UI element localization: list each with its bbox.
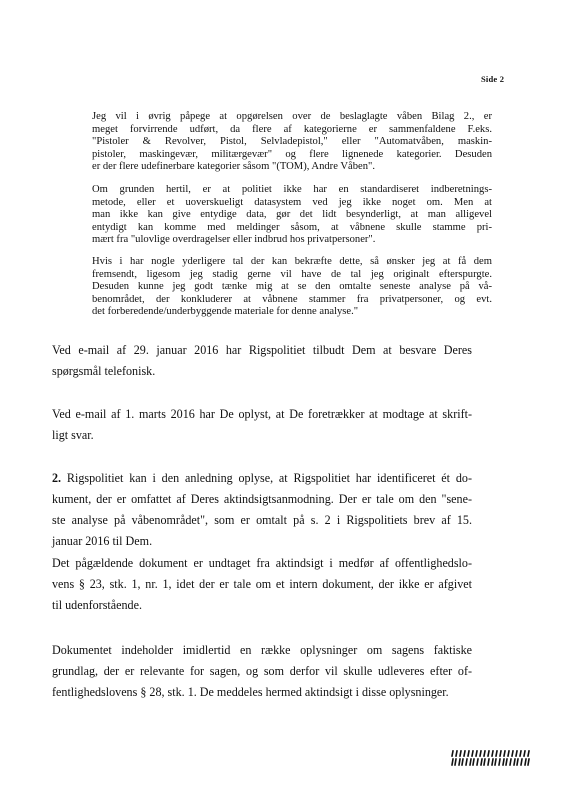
body-paragraph-2 — [52, 404, 472, 446]
text-line: Det pågældende dokument er undtaget fra aktindsigt i medfør af offentlighedslo- — [52, 556, 472, 570]
text-line: spørgsmål telefonisk. — [52, 364, 156, 378]
text-line: januar 2016 til Dem. — [52, 534, 153, 548]
text-line: Ved e-mail af 1. marts 2016 har De oplyst, at De foretrækker at modtage at skrift- — [52, 407, 472, 421]
text-line: ste analyse på våbenområdet", som er omtalt på s. 2 i Rigspolitiets brev af 15. — [52, 513, 472, 527]
text-line: benområdet, der konkluderer at våbnene stammer fra privatpersoner, og evt. — [92, 293, 492, 305]
text-line: "Pistoler & Revolver, Pistol, Selvladepistol," eller "Automatvåben, maskin- — [92, 136, 492, 148]
text-line — [52, 468, 472, 489]
body-paragraph-1 — [52, 340, 472, 382]
text-line: Desuden kunne jeg godt tænke mig at se den omtalte seneste analyse på vå- — [92, 281, 492, 293]
body-paragraph-5 — [52, 640, 472, 703]
quoted-paragraph-1 — [92, 111, 492, 174]
text-line: ligt svar. — [52, 428, 94, 442]
text-line: man ikke kan give entydige data, gør det lidt besynderligt, at man alligevel — [92, 209, 492, 221]
quoted-paragraph-2 — [92, 184, 492, 247]
text-line: Om grunden hertil, er at politiet ikke har en standardiseret indberetnings- — [92, 184, 492, 195]
text-line: Hvis i har nogle yderligere tal der kan bekræfte dette, så ønsker jeg at få dem — [92, 256, 492, 267]
section-number: 2. — [52, 471, 62, 485]
text-line: fremsendt, ligesom jeg stadig gerne vil have de tal jeg originalt efterspurgte. — [92, 268, 492, 280]
body-paragraph-3 — [52, 468, 472, 552]
text-line: Jeg vil i øvrig påpege at opgørelsen over de beslaglagte våben Bilag 2., er — [92, 111, 492, 122]
text-line: Ved e-mail af 29. januar 2016 har Rigspolitiet tilbudt Dem at besvare Deres — [52, 343, 472, 357]
quoted-paragraph-3 — [92, 256, 492, 319]
text-line: meget forvirrende udført, da flere af kategorierne er sammenfaldene F.eks. — [92, 123, 492, 135]
barcode-icon — [451, 750, 531, 766]
text-line: vens § 23, stk. 1, nr. 1, idet der er tale om et intern dokument, der ikke er afgivet — [52, 577, 472, 591]
page-number: Side 2 — [481, 74, 505, 84]
body-paragraph-4 — [52, 553, 472, 616]
text-line: fentlighedslovens § 28, stk. 1. De meddeles hermed aktindsigt i disse oplysninger. — [52, 685, 449, 699]
text-line: metode, eller et uoverskueligt datasystem ved jeg ikke noget om. Men at — [92, 196, 492, 208]
text-line: kument, der er omfattet af Deres aktindsigtsanmodning. Der er tale om den "sene- — [52, 492, 472, 506]
text-line: er der flere udefinerbare kategorier såsom "(TOM), Andre Våben". — [92, 161, 375, 173]
text-segment: Rigspolitiet kan i den anledning oplyse, at Rigspolitiet har identificeret ét do- — [61, 471, 472, 485]
text-line: mært fra "ulovlige overdragelser eller indbrud hos privatpersoner". — [92, 234, 376, 246]
text-line: Dokumentet indeholder imidlertid en række oplysninger om sagens faktiske — [52, 643, 472, 657]
text-line: til udenforstående. — [52, 598, 143, 612]
text-line: pistoler, maskingevær, militærgevær" og flere lignenede kategorier. Desuden — [92, 148, 492, 160]
text-line: entydigt kan komme med meldinger såsom, at våbnene skulle stamme pri- — [92, 221, 492, 233]
text-line: det forberedende/underbyggende materiale for denne analyse." — [92, 306, 359, 318]
text-line: grundlag, der er relevante for sagen, og som derfor vil skulle udleveres efter of- — [52, 664, 472, 678]
